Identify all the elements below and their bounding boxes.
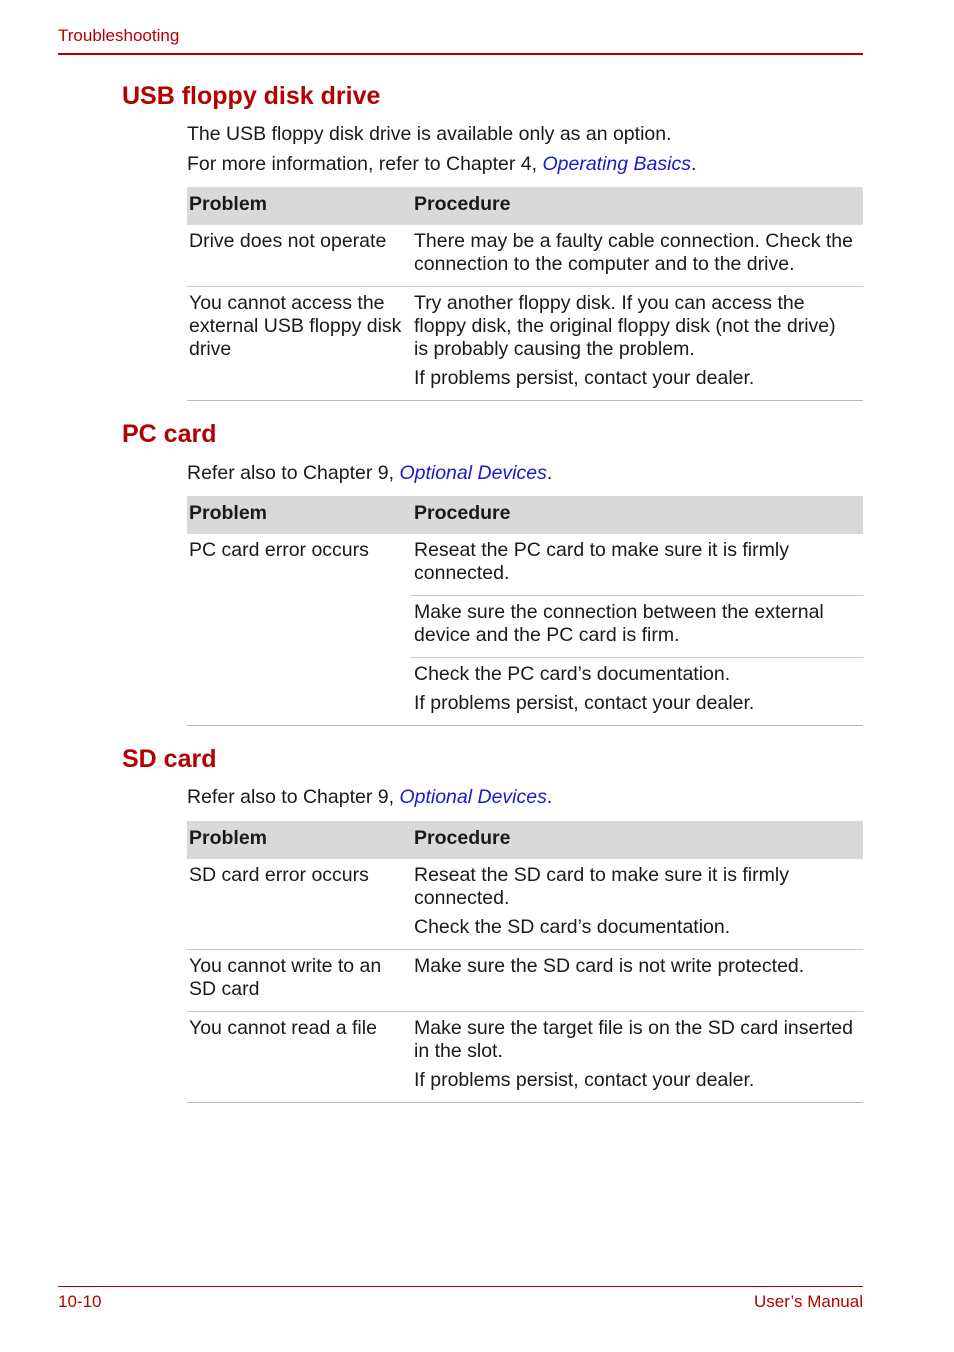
procedure-text: Make sure the connection between the external device and the PC card is firm. (414, 601, 824, 646)
optional-devices-link[interactable]: Optional Devices (399, 786, 547, 808)
table-header-row (187, 496, 863, 534)
section-title-sd-card: SD card (122, 745, 217, 773)
table-row (187, 225, 863, 287)
procedure-text: Make sure the SD card is not write protected. (414, 955, 805, 977)
procedure-text: Reseat the SD card to make sure it is firmly connected. (414, 864, 789, 909)
manual-title: User’s Manual (754, 1292, 863, 1311)
header-section-label: Troubleshooting (58, 26, 180, 45)
procedure-text: Try another floppy disk. If you can access the floppy disk, the original floppy disk (not the drive) is probably causing the problem. (414, 292, 836, 360)
problem-cell: You cannot read a file (187, 1012, 410, 1103)
procedure-text: There may be a faulty cable connection. Check the connection to the computer and to the drive. (414, 230, 853, 275)
table-header-row (187, 821, 863, 859)
column-header-problem: Problem (187, 187, 410, 225)
procedure-text: Make sure the target file is on the SD card inserted in the slot. (414, 1017, 853, 1062)
problem-cell: SD card error occurs (187, 859, 410, 950)
column-header-problem: Problem (187, 821, 410, 859)
header-divider (58, 53, 863, 55)
problem-cell: PC card error occurs (187, 534, 410, 726)
reference-suffix: . (546, 462, 553, 484)
procedure-text: Reseat the PC card to make sure it is firmly connected. (414, 539, 789, 584)
column-header-procedure: Procedure (410, 496, 863, 534)
procedure-cell (410, 287, 863, 401)
procedure-cell (410, 596, 863, 658)
problem-cell: You cannot access the external USB floppy disk drive (187, 287, 410, 401)
sd-card-reference (187, 785, 552, 809)
reference-text: For more information, refer to Chapter 4, (187, 153, 543, 175)
procedure-text: Check the SD card’s documentation. (414, 916, 731, 938)
page-number: 10-10 (58, 1292, 102, 1311)
procedure-cell (410, 859, 863, 950)
procedure-cell (410, 658, 863, 726)
section-title-pc-card: PC card (122, 420, 217, 448)
reference-suffix: . (690, 153, 697, 175)
procedure-cell (410, 534, 863, 596)
table-row (187, 534, 863, 596)
sd-card-table (187, 821, 863, 1103)
procedure-cell (410, 950, 863, 1012)
procedure-text: If problems persist, contact your dealer. (414, 367, 755, 389)
column-header-procedure: Procedure (410, 187, 863, 225)
footer-divider (58, 1286, 863, 1287)
table-row (187, 1012, 863, 1103)
pc-card-table (187, 496, 863, 726)
table-header-row (187, 187, 863, 225)
optional-devices-link[interactable]: Optional Devices (399, 462, 547, 484)
procedure-cell (410, 225, 863, 287)
procedure-text: Check the PC card’s documentation. (414, 663, 731, 685)
operating-basics-link[interactable]: Operating Basics (542, 153, 691, 175)
column-header-procedure: Procedure (410, 821, 863, 859)
reference-text: Refer also to Chapter 9, (187, 462, 400, 484)
table-row (187, 950, 863, 1012)
table-row (187, 287, 863, 401)
usb-floppy-intro: The USB floppy disk drive is available only as an option. (187, 123, 672, 145)
section-title-usb-floppy: USB floppy disk drive (122, 82, 381, 110)
table-row (187, 859, 863, 950)
procedure-cell (410, 1012, 863, 1103)
procedure-text: If problems persist, contact your dealer. (414, 1069, 755, 1091)
reference-text: Refer also to Chapter 9, (187, 786, 400, 808)
usb-floppy-table (187, 187, 863, 401)
reference-suffix: . (546, 786, 553, 808)
problem-cell: Drive does not operate (187, 225, 410, 287)
procedure-text: If problems persist, contact your dealer. (414, 692, 755, 714)
problem-cell: You cannot write to an SD card (187, 950, 410, 1012)
column-header-problem: Problem (187, 496, 410, 534)
pc-card-reference (187, 461, 552, 485)
usb-floppy-reference (187, 152, 696, 176)
